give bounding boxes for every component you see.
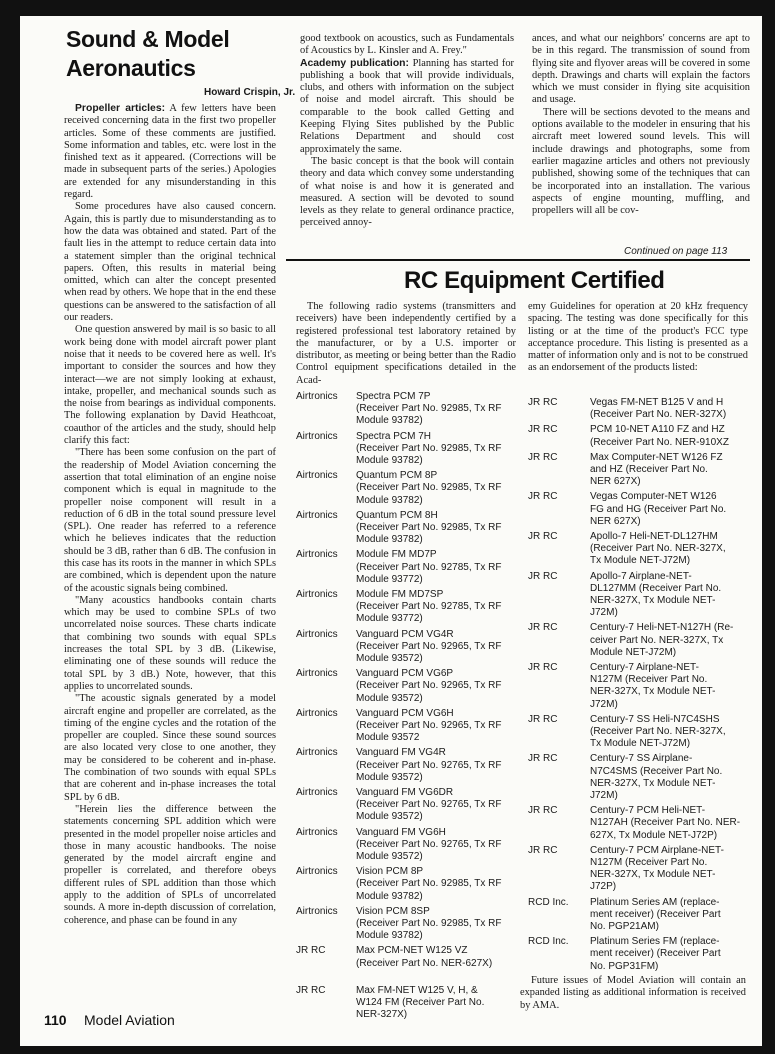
manufacturer-name: Airtronics bbox=[296, 826, 338, 838]
manufacturer-name: Airtronics bbox=[296, 509, 338, 521]
magazine-name: Model Aviation bbox=[84, 1012, 175, 1028]
article-paragraph bbox=[64, 201, 276, 324]
product-description-line: Vanguard PCM VG6P bbox=[356, 668, 454, 680]
manufacturer-name: RCD Inc. bbox=[528, 896, 569, 908]
product-description-line: Century-7 Airplane-NET- bbox=[590, 662, 699, 673]
product-description-line: (Receiver Part No. 92985, Tx RF bbox=[356, 442, 502, 454]
product-description-line: (Receiver Part No. NER-327X, bbox=[590, 543, 726, 555]
product-description-line: NER-327X, Tx Module NET- bbox=[590, 869, 716, 881]
article-paragraph bbox=[300, 58, 514, 156]
product-description-line: (Receiver Part No. NER-627X) bbox=[356, 957, 493, 969]
product-description-line: and HZ (Receiver Part No. bbox=[590, 464, 708, 475]
product-description-line: W124 FM (Receiver Part No. bbox=[356, 997, 485, 1009]
product-description-line: Spectra PCM 7H bbox=[356, 430, 432, 442]
product-description-line: NER-327X, Tx Module NET- bbox=[590, 686, 716, 698]
article-column-2 bbox=[300, 33, 514, 251]
paragraph-text: Planning has started for publishing a book that will provide individuals, clubs, and others with information on the subject of noise and model aircraft. This should be comparable to the book called Getting and Keeping Flying Sites published by the Public Relations Department and should cost approximately the same. bbox=[300, 57, 514, 155]
product-description-line: N127AH (Receiver Part No. NER- bbox=[590, 817, 741, 829]
product-description-line: Century-7 PCM Heli-NET- bbox=[590, 805, 706, 817]
paragraph-text: good textbook on acoustics, such as Fundamentals of Acoustics by L. Kinsler and A. Frey." bbox=[300, 33, 514, 57]
product-description-line: (Receiver Part No. 92985, Tx RF bbox=[356, 918, 502, 929]
paragraph-text: One question answered by mail is so basic to all work being done with model aircraft power plant noise that it needs to be covered here as well. It's important to consider the sources and how they interact—we are not simply looking at exhaust, intake, propeller, and mechanical sounds such as the noise from bearings as individual components. The following explanation by David Heathcoat, coauthor of the articles and the study, should help clarify this fact: bbox=[64, 324, 276, 447]
paragraph-text: "The acoustic signals generated by a model aircraft engine and propeller are correlated, as the timing of the engine cycles and the rotation of the propeller are coupled. Since these sound sources are also located very close to one another, they may be considered to be coherent and in-phase. The combination of two sounds with equal SPLs that are coherent and in-phase increases the total SPL by 6 dB. bbox=[64, 693, 276, 803]
rc-equipment-title: RC Equipment Certified bbox=[404, 267, 665, 294]
manufacturer-name: JR RC bbox=[528, 622, 558, 634]
paragraph-text: The basic concept is that the book will contain theory and data which convey some understanding of what noise is and how it is generated and measured. A section will be devoted to sound levels as they relate to general ordinance practice, perceived annoy- bbox=[300, 155, 514, 229]
manufacturer-name: Airtronics bbox=[296, 905, 338, 917]
manufacturer-name: JR RC bbox=[528, 451, 558, 463]
product-description-line: Vanguard FM VG6DR bbox=[356, 787, 454, 798]
manufacturer-name: Airtronics bbox=[296, 707, 338, 719]
manufacturer-name: JR RC bbox=[528, 753, 558, 765]
manufacturer-name: Airtronics bbox=[296, 668, 338, 680]
manufacturer-name: Airtronics bbox=[296, 866, 338, 878]
manufacturer-name: JR RC bbox=[296, 945, 326, 957]
paragraph-text: Some procedures have also caused concern. Again, this is partly due to misunderstanding as to how the data was obtained and stated. Part of the fault lies in the attempt to reduce certain data into a statement simpler than the original technical papers. Often, this results in material being omitted, which can alter the concept presented when read by others. We hope that in the end these questions can be answered to the satisfaction of all our readers. bbox=[64, 201, 276, 324]
manufacturer-name: Airtronics bbox=[296, 391, 338, 402]
article-paragraph bbox=[64, 693, 276, 804]
paragraph-lead-in: Propeller articles: bbox=[75, 103, 166, 114]
product-description-line: ceiver Part No. NER-327X, Tx bbox=[590, 634, 724, 646]
product-description-line: J72M) bbox=[590, 698, 618, 710]
product-description-line: Module 93782) bbox=[356, 455, 423, 466]
manufacturer-name: JR RC bbox=[528, 531, 558, 542]
product-description-line: (Receiver Part No. 92765, Tx RF bbox=[356, 838, 502, 850]
product-description-line: Max FM-NET W125 V, H, & bbox=[356, 984, 478, 996]
product-description-line: Module 93782) bbox=[356, 415, 423, 427]
product-description-line: NER-327X, Tx Module NET- bbox=[590, 595, 716, 606]
article-paragraph bbox=[532, 107, 750, 218]
product-description-line: Vegas Computer-NET W126 bbox=[590, 491, 717, 503]
product-description-line: J72M) bbox=[590, 607, 618, 619]
product-description-line: (Receiver Part No. NER-327X, bbox=[590, 726, 726, 737]
rc-closing-note: Future issues of Model Aviation will contain an expanded listing as additional information is received by AMA. bbox=[520, 975, 746, 1011]
product-description-line: Module 93782) bbox=[356, 890, 423, 902]
product-description-line: Tx Module NET-J72M) bbox=[590, 738, 691, 750]
product-description-line: Vision PCM 8SP bbox=[356, 905, 430, 917]
paragraph-lead-in: Academy publication: bbox=[300, 57, 409, 69]
product-description-line: PCM 10-NET A110 FZ and HZ bbox=[590, 424, 725, 436]
product-description-line: Module 93782) bbox=[356, 534, 423, 546]
product-description-line: N7C4SMS (Receiver Part No. bbox=[590, 765, 723, 777]
product-description-line: Spectra PCM 7P bbox=[356, 391, 431, 402]
article-paragraph bbox=[532, 33, 750, 107]
product-description-line: (Receiver Part No. 92985, Tx RF bbox=[356, 522, 502, 533]
product-description-line: DL127MM (Receiver Part No. bbox=[590, 582, 722, 594]
product-description-line: NER 627X) bbox=[590, 476, 641, 488]
article-title-line-2: Aeronautics bbox=[66, 55, 196, 81]
product-description-line: FG and HG (Receiver Part No. bbox=[590, 503, 727, 515]
product-description-line: Vanguard FM VG4R bbox=[356, 747, 446, 759]
product-description-line: (Receiver Part No. 92965, Tx RF bbox=[356, 640, 502, 652]
product-description-line: 627X, Tx Module NET-J72P) bbox=[590, 829, 718, 841]
article-paragraph bbox=[64, 103, 276, 201]
article-column-3 bbox=[532, 33, 750, 245]
product-description-line: No. PGP31FM) bbox=[590, 960, 659, 972]
article-paragraph bbox=[300, 156, 514, 230]
manufacturer-name: JR RC bbox=[528, 570, 558, 582]
continued-note: Continued on page 113 bbox=[624, 246, 728, 257]
product-description-line: Apollo-7 Airplane-NET- bbox=[590, 570, 692, 582]
article-paragraph bbox=[300, 33, 514, 58]
manufacturer-name: JR RC bbox=[528, 397, 558, 408]
product-description-line: Max PCM-NET W125 VZ bbox=[356, 945, 468, 957]
article-byline: Howard Crispin, Jr. bbox=[204, 87, 296, 98]
product-description-line: Module 93772) bbox=[356, 573, 423, 585]
manufacturer-name: RCD Inc. bbox=[528, 936, 569, 948]
manufacturer-name: JR RC bbox=[528, 805, 558, 817]
product-description-line: Module 93572) bbox=[356, 851, 423, 862]
product-description-line: Module 93782) bbox=[356, 930, 423, 942]
manufacturer-name: JR RC bbox=[528, 713, 558, 725]
product-description-line: J72M) bbox=[590, 790, 618, 801]
manufacturer-name: JR RC bbox=[528, 844, 558, 856]
paragraph-text: "There has been some confusion on the part of the readership of Model Aviation concerning the assertion that total elimination of an engine noise component which is equal in magnitude to the propeller noise component will result in a reduction of 6 dB in the total sound pressure level (SPL). One reader has referred to a reference which he believes indicates that the reduction should be 3 dB, rather than 6 dB. The confusion in this case has its roots in the manner in which SPLs are combined, which is dependent upon the nature of the acoustic signals being combined. bbox=[64, 447, 276, 594]
manufacturer-name: Airtronics bbox=[296, 628, 338, 640]
page-number: 110 bbox=[44, 1012, 67, 1028]
rc-intro-right: emy Guidelines for operation at 20 kHz frequency spacing. The testing was done specifically for this listing or at the time of the product's FCC type acceptance procedure. This listing is presented as a matter of information only and is not to be construed as an endorsement of the products listed: bbox=[528, 301, 748, 374]
product-description-line: Tx Module NET-J72M) bbox=[590, 555, 691, 567]
product-description-line: Module 93782) bbox=[356, 494, 423, 506]
article-title-line-1: Sound & Model bbox=[66, 26, 230, 52]
manufacturer-name: JR RC bbox=[528, 491, 558, 503]
product-description-line: Vanguard FM VG6H bbox=[356, 826, 446, 838]
product-description-line: Quantum PCM 8P bbox=[356, 470, 438, 482]
paragraph-text: There will be sections devoted to the means and options available to the modeler in ensuring that his aircraft meet lowered sound levels. This will include drawings and photographs, some from earlier magazine articles and others not previously published, showing some of the techniques that can be incorporated into an installation. The various aspects of engine mounting, muffling, and propellers will all be cov- bbox=[532, 106, 750, 217]
article-paragraph bbox=[64, 447, 276, 595]
product-description-line: Vegas FM-NET B125 V and H bbox=[590, 397, 724, 408]
manufacturer-name: JR RC bbox=[296, 984, 326, 996]
section-divider bbox=[286, 259, 750, 261]
product-description-line: (Receiver Part No. NER-910XZ bbox=[590, 436, 729, 448]
manufacturer-name: Airtronics bbox=[296, 589, 338, 600]
product-description-line: (Receiver Part No. 92985, Tx RF bbox=[356, 878, 502, 890]
product-description-line: Quantum PCM 8H bbox=[356, 509, 438, 521]
product-description-line: Platinum Series AM (replace- bbox=[590, 896, 720, 908]
product-description-line: (Receiver Part No. 92765, Tx RF bbox=[356, 799, 502, 811]
product-description-line: Module 93572) bbox=[356, 771, 423, 783]
paragraph-text: ances, and what our neighbors' concerns are apt to be in this regard. The transmission of sound from flying site and flyover areas will be covered in some depth. Drawings and charts will explain the factors which we must consider in flying site acquisition and usage. bbox=[532, 33, 750, 106]
product-description-line: Module FM MD7SP bbox=[356, 589, 444, 600]
product-description-line: Module 93572) bbox=[356, 653, 423, 664]
product-description-line: Century-7 SS Airplane- bbox=[590, 753, 693, 765]
product-description-line: (Receiver Part No. 92965, Tx RF bbox=[356, 680, 502, 692]
manufacturer-name: Airtronics bbox=[296, 787, 338, 798]
product-description-line: (Receiver Part No. 92765, Tx RF bbox=[356, 759, 502, 771]
product-description-line: Century-7 PCM Airplane-NET- bbox=[590, 844, 724, 856]
article-paragraph bbox=[64, 324, 276, 447]
product-description-line: (Receiver Part No. 92985, Tx RF bbox=[356, 403, 502, 415]
product-description-line: ment receiver) (Receiver Part bbox=[590, 908, 721, 920]
paragraph-text: "Herein lies the difference between the statements concerning SPL addition which were presented in the model propeller noise articles and those in many acoustic handbooks. The noise generated by the model aircraft engine and propeller is correlated, and therefore obeys different rules of SPL addition than those which apply to the addition of SPLs of uncorrelated sounds. A more in-depth discussion of correlation, coherence, and phase can be found in any bbox=[64, 803, 276, 926]
manufacturer-name: JR RC bbox=[528, 662, 558, 673]
product-description-line: Module 93572 bbox=[356, 732, 420, 744]
product-description-line: J72P) bbox=[590, 881, 617, 893]
product-description-line: No. PGP21AM) bbox=[590, 921, 659, 932]
product-description-line: (Receiver Part No. 92785, Tx RF bbox=[356, 561, 502, 573]
manufacturer-name: Airtronics bbox=[296, 430, 338, 442]
article-column-1 bbox=[64, 103, 276, 1003]
product-description-line: Vision PCM 8P bbox=[356, 866, 424, 878]
product-description-line: Max Computer-NET W126 FZ bbox=[590, 451, 723, 463]
product-description-line: NER 627X) bbox=[590, 515, 641, 527]
rc-intro-left: The following radio systems (transmitters and receivers) have been independently certified by a registered professional test laboratory retained by the manufacturer, or by a U.S. importer or distributor, as meeting or being better than the Radio Control equipment specifications detailed in the Acad- bbox=[296, 301, 516, 386]
product-description-line: Module NET-J72M) bbox=[590, 646, 677, 658]
product-description-line: Platinum Series FM (replace- bbox=[590, 936, 720, 948]
manufacturer-name: Airtronics bbox=[296, 470, 338, 482]
manufacturer-name: Airtronics bbox=[296, 549, 338, 561]
product-description-line: Module 93572) bbox=[356, 811, 423, 823]
product-description-line: N127M (Receiver Part No. bbox=[590, 674, 708, 686]
product-description-line: ment receiver) (Receiver Part bbox=[590, 948, 721, 960]
product-description-line: (Receiver Part No. 92985, Tx RF bbox=[356, 482, 502, 494]
article-paragraph bbox=[64, 804, 276, 927]
product-description-line: Century-7 SS Heli-N7C4SHS bbox=[590, 713, 720, 725]
manufacturer-name: JR RC bbox=[528, 424, 558, 436]
manufacturer-name: Airtronics bbox=[296, 747, 338, 759]
product-description-line: Module 93572) bbox=[356, 692, 423, 704]
product-description-line: (Receiver Part No. 92785, Tx RF bbox=[356, 601, 502, 613]
product-description-line: (Receiver Part No. 92965, Tx RF bbox=[356, 720, 502, 731]
product-description-line: Vanguard PCM VG4R bbox=[356, 628, 454, 640]
article-paragraph bbox=[64, 595, 276, 693]
product-description-line: Vanguard PCM VG6H bbox=[356, 707, 454, 719]
product-description-line: Module 93772) bbox=[356, 613, 423, 625]
paragraph-text: A few letters have been received concerning data in the first two propeller articles. Some of these comments are justified. Some information and tables, etc. were lost in the finished text as it appeared. (Corrections will be made in subsequent parts of the series.) Apologies are extended for any misunderstanding in this regard. bbox=[64, 103, 276, 201]
product-description-line: N127M (Receiver Part No. bbox=[590, 857, 708, 868]
paragraph-text: "Many acoustics handbooks contain charts which may be used to combine SPLs of two uncorrelated noise sources. These charts indicate that combining two sounds with equal SPLs increases the total SPL by 3 dB. (Likewise, eliminating one of these sounds will reduce the total SPL by 3 dB.) Note, however, that this applies to uncorrelated sounds. bbox=[64, 594, 276, 692]
product-description-line: (Receiver Part No. NER-327X) bbox=[590, 409, 727, 421]
product-description-line: Apollo-7 Heli-NET-DL127HM bbox=[590, 531, 718, 542]
product-description-line: NER-327X) bbox=[356, 1009, 408, 1021]
product-description-line: NER-327X, Tx Module NET- bbox=[590, 777, 716, 789]
product-description-line: Century-7 Heli-NET-N127H (Re- bbox=[590, 622, 734, 634]
product-description-line: Module FM MD7P bbox=[356, 549, 437, 561]
